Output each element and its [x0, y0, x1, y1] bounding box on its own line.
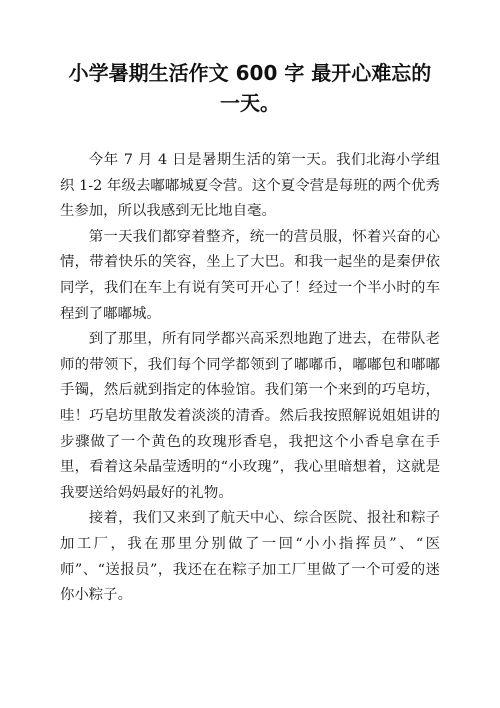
paragraph-4: 接着，我们又来到了航天中心、综合医院、报社和粽子加工厂，我在那里分别做了一回“小小指挥员”、“医师”、“送报员”，我还在在粽子加工厂里做了一个可爱的迷你小粽子。	[60, 510, 440, 604]
document-title: 小学暑期生活作文 600 字 最开心难忘的一天。	[68, 61, 432, 115]
paragraph-1: 今年 7 月 4 日是暑期生活的第一天。我们北海小学组织 1-2 年级去嘟嘟城夏令营。这个夏令营是每班的两个优秀生参加，所以我感到无比地自毫。	[60, 152, 440, 220]
paragraph-3: 到了那里，所有同学都兴高采烈地跑了进去，在带队老师的带领下，我们每个同学都领到了嘟嘟币，嘟嘟包和嘟嘟手镯，然后就到指定的体验馆。我们第一个来到的巧皂坊，哇！巧皂坊里散发着淡淡的清香。然后我按照解说姐姐讲的步骤做了一个黄色的玫瑰形香皂，我把这个小香皂拿在手里，看着这朵晶莹透明的“小玫瑰”，我心里暗想着，这就是我要送给妈妈最好的礼物。	[60, 331, 440, 501]
paragraph-2: 第一天我们都穿着整齐，统一的营员服，怀着兴奋的心情，带着快乐的笑容，坐上了大巴。和我一起坐的是秦伊依同学，我们在车上有说有笑可开心了！经过一个半小时的车程到了嘟嘟城。	[60, 228, 440, 322]
document-body	[60, 148, 440, 609]
